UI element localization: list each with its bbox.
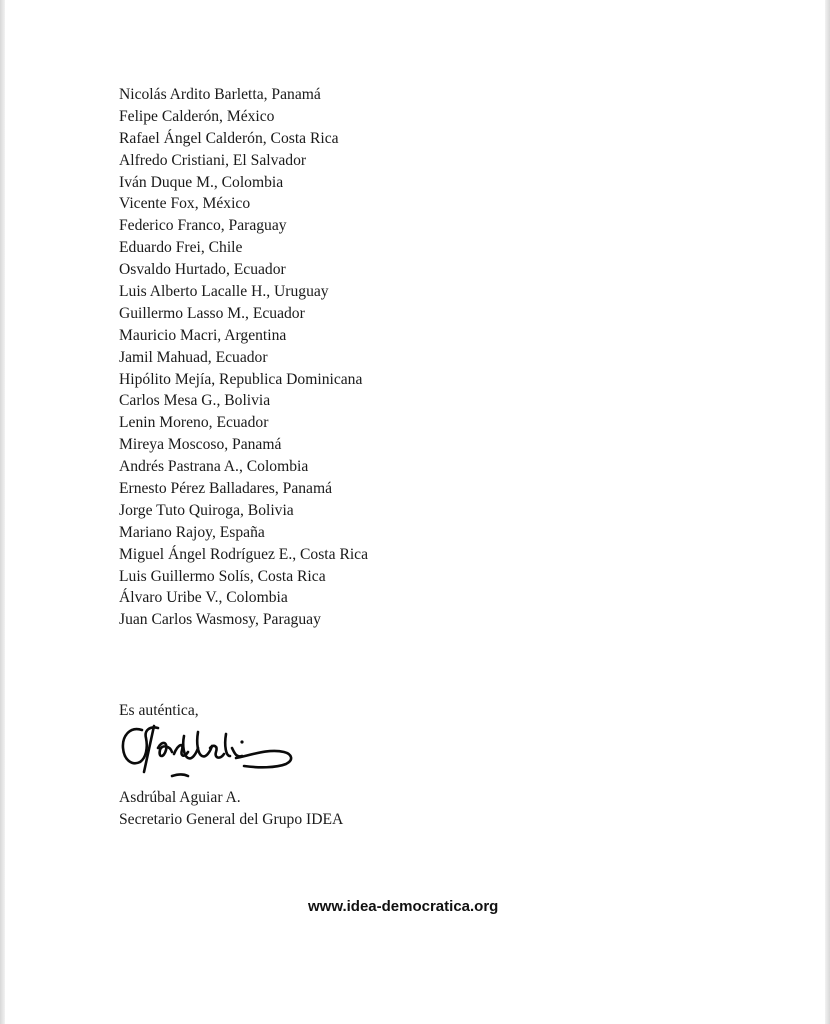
page-edge-right [825, 0, 830, 1024]
signatory-item: Guillermo Lasso M., Ecuador [119, 304, 305, 322]
signatory-item: Osvaldo Hurtado, Ecuador [119, 261, 286, 279]
website-link[interactable]: www.idea-democratica.org [308, 898, 499, 915]
signatory-item: Felipe Calderón, México [119, 107, 275, 125]
signatory-item: Vicente Fox, México [119, 195, 251, 213]
signatory-item: Mauricio Macri, Argentina [119, 326, 287, 344]
signatory-item: Jamil Mahuad, Ecuador [119, 348, 268, 366]
signatory-item: Mireya Moscoso, Panamá [119, 436, 282, 454]
signer-title: Secretario General del Grupo IDEA [119, 811, 344, 828]
signatory-item: Carlos Mesa G., Bolivia [119, 392, 271, 410]
signatory-item: Andrés Pastrana A., Colombia [119, 458, 309, 476]
signer-block [119, 787, 343, 831]
signatory-item: Hipólito Mejía, Republica Dominicana [119, 370, 363, 388]
signatory-item: Ernesto Pérez Balladares, Panamá [119, 480, 333, 498]
signatory-item: Juan Carlos Wasmosy, Paraguay [119, 611, 321, 629]
handwritten-signature [118, 718, 298, 786]
page-edge-left [0, 0, 5, 1024]
signatory-item: Mariano Rajoy, España [119, 523, 265, 541]
signer-name: Asdrúbal Aguiar A. [119, 789, 241, 806]
signatory-item: Eduardo Frei, Chile [119, 239, 243, 257]
signatory-item: Álvaro Uribe V., Colombia [119, 589, 288, 607]
signatory-item: Miguel Ángel Rodríguez E., Costa Rica [119, 545, 369, 563]
signatory-item: Lenin Moreno, Ecuador [119, 414, 269, 432]
signatory-item: Rafael Ángel Calderón, Costa Rica [119, 129, 339, 147]
signatory-item: Federico Franco, Paraguay [119, 217, 287, 235]
signatory-item: Luis Guillermo Solís, Costa Rica [119, 567, 326, 585]
closing-line: Es auténtica, [119, 702, 199, 719]
signatory-list [119, 84, 368, 631]
signatory-item: Iván Duque M., Colombia [119, 173, 284, 191]
signatory-item: Jorge Tuto Quiroga, Bolivia [119, 501, 294, 519]
signatory-item: Alfredo Cristiani, El Salvador [119, 151, 307, 169]
signatory-item: Luis Alberto Lacalle H., Uruguay [119, 283, 329, 301]
signatory-item: Nicolás Ardito Barletta, Panamá [119, 86, 321, 103]
